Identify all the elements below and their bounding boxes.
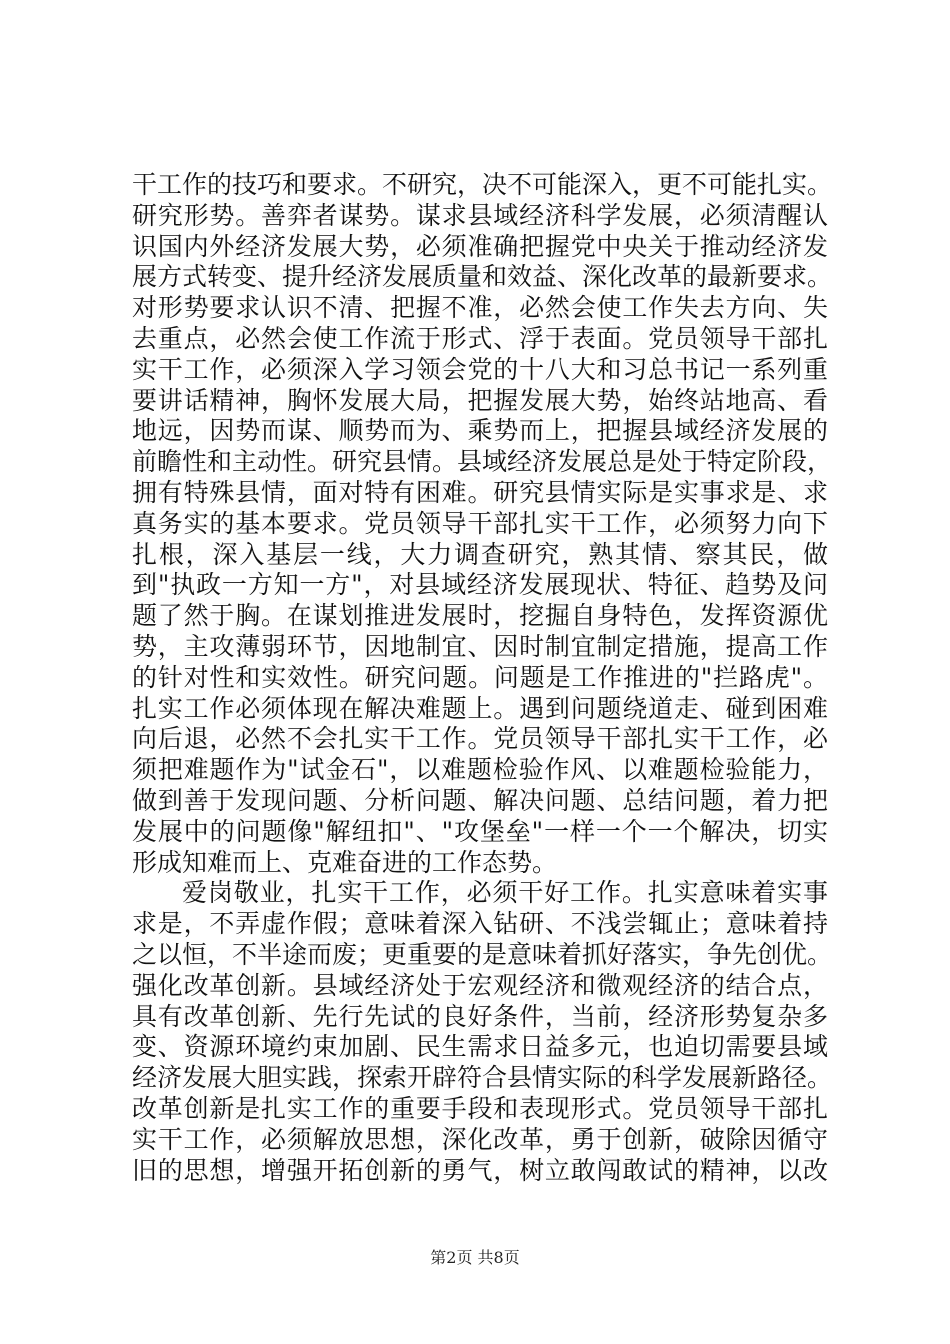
paragraph-start-line: 爱岗敬业，扎实干工作，必须干好工作。扎实意味着实事 — [182, 878, 828, 908]
text-line: 识国内外经济发展大势，必须准确把握党中央关于推动经济发 — [132, 231, 828, 261]
page-number-footer: 第2页 共8页 — [430, 1248, 520, 1267]
text-line: 地远，因势而谋、顺势而为、乘势而上，把握县域经济发展的 — [132, 416, 828, 446]
text-line: 须把难题作为"试金石"，以难题检验作风、以难题检验能力， — [132, 755, 828, 785]
text-line: 题了然于胸。在谋划推进发展时，挖掘自身特色，发挥资源优 — [132, 601, 828, 631]
text-line: 展方式转变、提升经济发展质量和效益、深化改革的最新要求。 — [132, 262, 833, 292]
text-line: 变、资源环境约束加剧、民生需求日益多元，也迫切需要县域 — [132, 1032, 828, 1062]
text-line: 扎根，深入基层一线，大力调查研究，熟其情、察其民，做 — [132, 539, 828, 569]
text-line: 向后退，必然不会扎实干工作。党员领导干部扎实干工作，必 — [132, 724, 828, 754]
text-line: 改革创新是扎实工作的重要手段和表现形式。党员领导干部扎 — [132, 1093, 828, 1123]
text-line: 研究形势。善弈者谋势。谋求县域经济科学发展，必须清醒认 — [132, 200, 828, 230]
text-line: 求是，不弄虚作假；意味着深入钻研、不浅尝辄止；意味着持 — [132, 909, 828, 939]
text-line: 要讲话精神，胸怀发展大局，把握发展大势，始终站地高、看 — [132, 385, 828, 415]
text-line: 去重点，必然会使工作流于形式、浮于表面。党员领导干部扎 — [132, 323, 828, 353]
text-line: 具有改革创新、先行先试的良好条件，当前，经济形势复杂多 — [132, 1001, 828, 1031]
text-line: 之以恒，不半途而废；更重要的是意味着抓好落实，争先创优。 — [132, 939, 833, 969]
text-line: 旧的思想，增强开拓创新的勇气，树立敢闯敢试的精神，以改 — [132, 1155, 828, 1185]
text-line: 扎实工作必须体现在解决难题上。遇到问题绕道走、碰到困难 — [132, 693, 828, 723]
text-line: 实干工作，必须解放思想，深化改革，勇于创新，破除因循守 — [132, 1124, 828, 1154]
text-line: 经济发展大胆实践，探索开辟符合县情实际的科学发展新路径。 — [132, 1063, 833, 1093]
text-line: 发展中的问题像"解纽扣"、"攻堡垒"一样一个一个解决，切实 — [132, 816, 828, 846]
text-line: 势，主攻薄弱环节，因地制宜、因时制宜制定措施，提高工作 — [132, 631, 828, 661]
text-line: 实干工作，必须深入学习领会党的十八大和习总书记一系列重 — [132, 354, 828, 384]
text-line: 前瞻性和主动性。研究县情。县域经济发展总是处于特定阶段， — [132, 447, 833, 477]
text-line: 对形势要求认识不清、把握不准，必然会使工作失去方向、失 — [132, 293, 828, 323]
text-line: 真务实的基本要求。党员领导干部扎实干工作，必须努力向下 — [132, 508, 828, 538]
text-line: 强化改革创新。县域经济处于宏观经济和微观经济的结合点， — [132, 970, 828, 1000]
text-line: 到"执政一方知一方"，对县域经济发展现状、特征、趋势及问 — [132, 570, 828, 600]
paragraph-end-line: 形成知难而上、克难奋进的工作态势。 — [132, 847, 558, 877]
body-text — [132, 170, 833, 1186]
text-line: 拥有特殊县情，面对特有困难。研究县情实际是实事求是、求 — [132, 477, 828, 507]
text-line: 做到善于发现问题、分析问题、解决问题、总结问题，着力把 — [132, 785, 828, 815]
text-line: 干工作的技巧和要求。不研究，决不可能深入，更不可能扎实。 — [132, 170, 833, 199]
text-line: 的针对性和实效性。研究问题。问题是工作推进的"拦路虎"。 — [132, 662, 828, 692]
